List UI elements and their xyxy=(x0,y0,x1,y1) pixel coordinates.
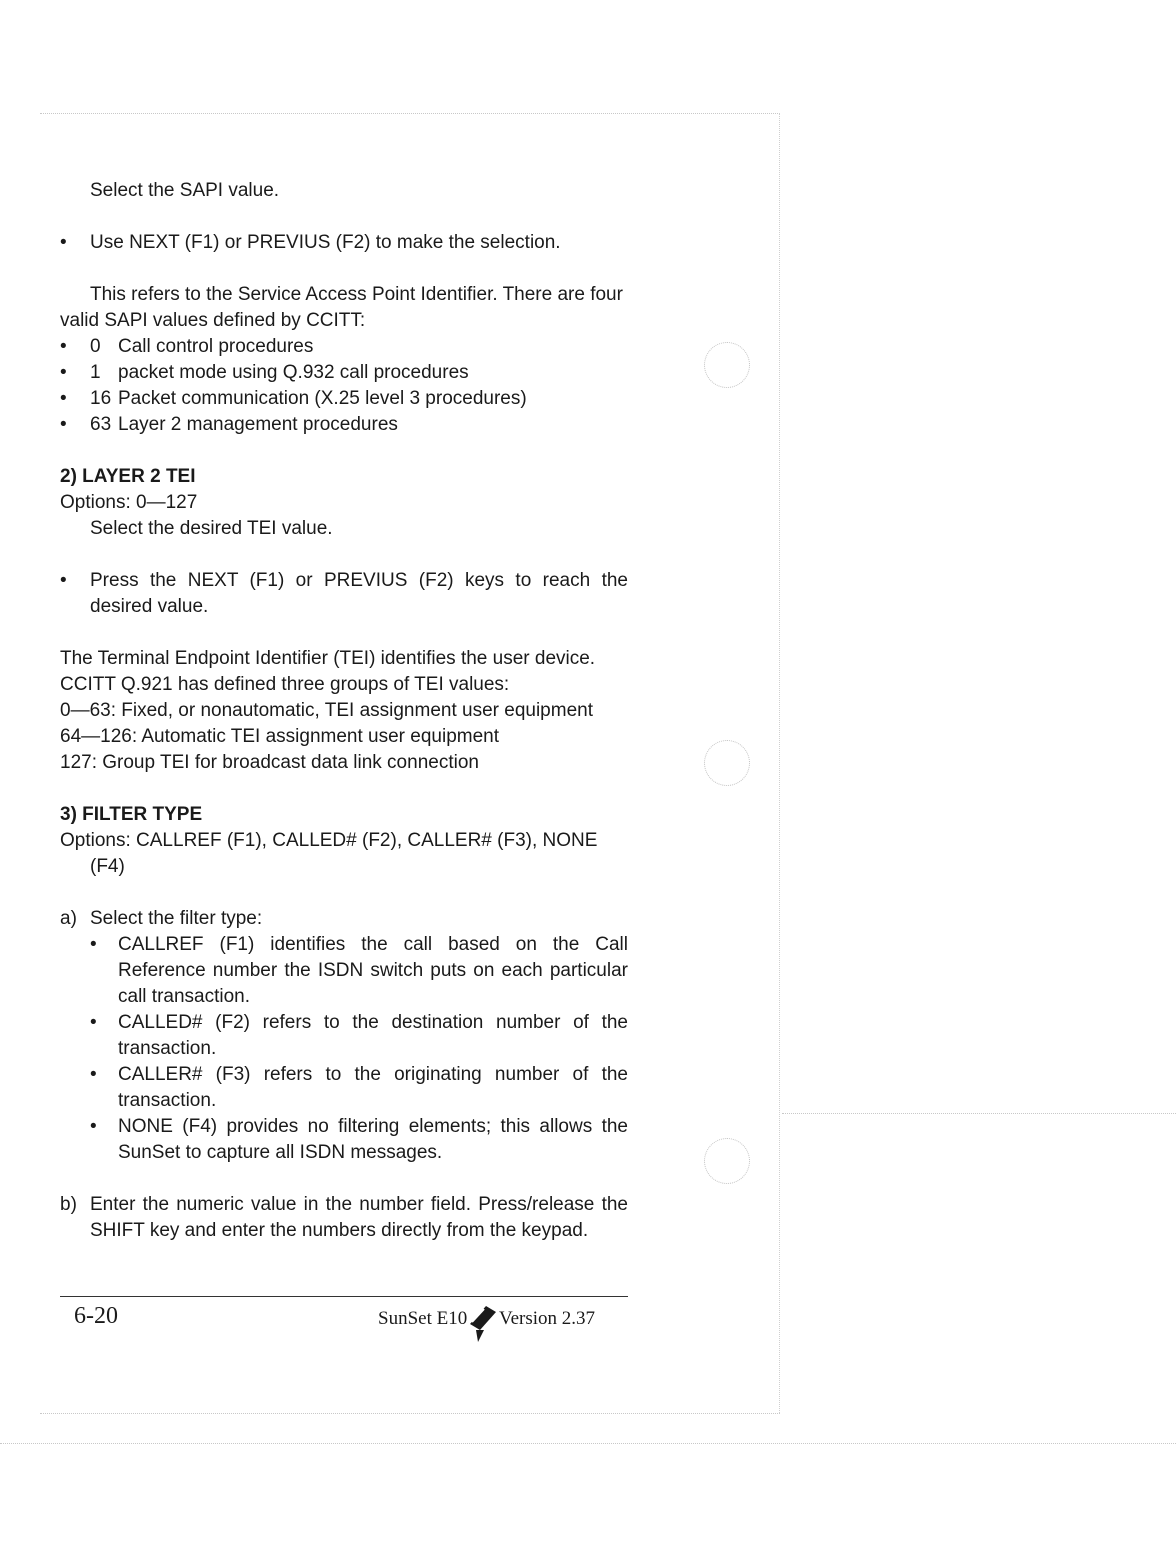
filter-items-list xyxy=(60,932,628,1166)
tei-select: Select the desired TEI value. xyxy=(90,518,333,539)
sapi-values-list xyxy=(60,334,628,438)
step-a: a) Select the filter type: xyxy=(60,906,628,932)
list-item: • NONE (F4) provides no filtering elements; this allows the SunSet to capture all ISDN messages. xyxy=(60,1114,628,1166)
list-item: • 16 Packet communication (X.25 level 3 procedures) xyxy=(60,386,628,412)
scan-line-bottom xyxy=(40,1413,780,1414)
sapi-instruction: • Use NEXT (F1) or PREVIUS (F2) to make the selection. xyxy=(60,230,628,256)
scan-line-page-edge xyxy=(0,1443,1176,1444)
tei-description-line: The Terminal Endpoint Identifier (TEI) identifies the user device. xyxy=(60,648,596,669)
tei-description xyxy=(60,646,628,776)
tei-instruction: • Press the NEXT (F1) or PREVIUS (F2) keys to reach the desired value. xyxy=(60,568,628,620)
step-letter: a) xyxy=(60,908,77,929)
sapi-description-line-2: valid SAPI values defined by CCITT: xyxy=(60,310,366,331)
list-item: • CALLER# (F3) refers to the originating number of the transaction. xyxy=(60,1062,628,1114)
tei-description-line: CCITT Q.921 has defined three groups of TEI values: xyxy=(60,674,510,695)
phone-icon xyxy=(464,1300,498,1344)
step-letter: b) xyxy=(60,1194,77,1215)
page-content xyxy=(60,178,628,1244)
punch-hole-top xyxy=(704,342,750,388)
list-item: • 1 packet mode using Q.932 call procedures xyxy=(60,360,628,386)
footer-product: SunSet E10 xyxy=(378,1308,468,1329)
filter-options-continued: (F4) xyxy=(90,856,125,877)
footer-rule xyxy=(60,1296,628,1297)
sapi-description-line-1: This refers to the Service Access Point Identifier. There are four xyxy=(90,284,623,305)
punch-hole-bottom xyxy=(704,1138,750,1184)
page-number: 6-20 xyxy=(74,1303,118,1329)
step-b: b) Enter the numeric value in the number field. Press/release the SHIFT key and enter the numbers directly from the keypad. xyxy=(60,1194,628,1241)
scan-line-top xyxy=(40,113,780,114)
scan-line-right xyxy=(779,113,780,1413)
scan-line-side xyxy=(782,1113,1176,1114)
tei-description-line: 0—63: Fixed, or nonautomatic, TEI assignment user equipment xyxy=(60,700,593,721)
punch-hole-middle xyxy=(704,740,750,786)
tei-description-line: 127: Group TEI for broadcast data link connection xyxy=(60,752,479,773)
footer-version: Version 2.37 xyxy=(499,1308,596,1329)
tei-description-line: 64—126: Automatic TEI assignment user equipment xyxy=(60,726,500,747)
list-item: • CALLED# (F2) refers to the destination number of the transaction. xyxy=(60,1010,628,1062)
sapi-intro: Select the SAPI value. xyxy=(90,180,280,201)
list-item: • CALLREF (F1) identifies the call based on the Call Reference number the ISDN switch puts on each particular call transaction. xyxy=(60,932,628,1010)
filter-options: Options: CALLREF (F1), CALLED# (F2), CALLER# (F3), NONE xyxy=(60,830,598,851)
filter-heading: 3) FILTER TYPE xyxy=(60,804,203,825)
list-item: • 0 Call control procedures xyxy=(60,334,628,360)
list-item: • 63 Layer 2 management procedures xyxy=(60,412,628,438)
tei-heading: 2) LAYER 2 TEI xyxy=(60,466,196,487)
tei-options: Options: 0—127 xyxy=(60,492,198,513)
